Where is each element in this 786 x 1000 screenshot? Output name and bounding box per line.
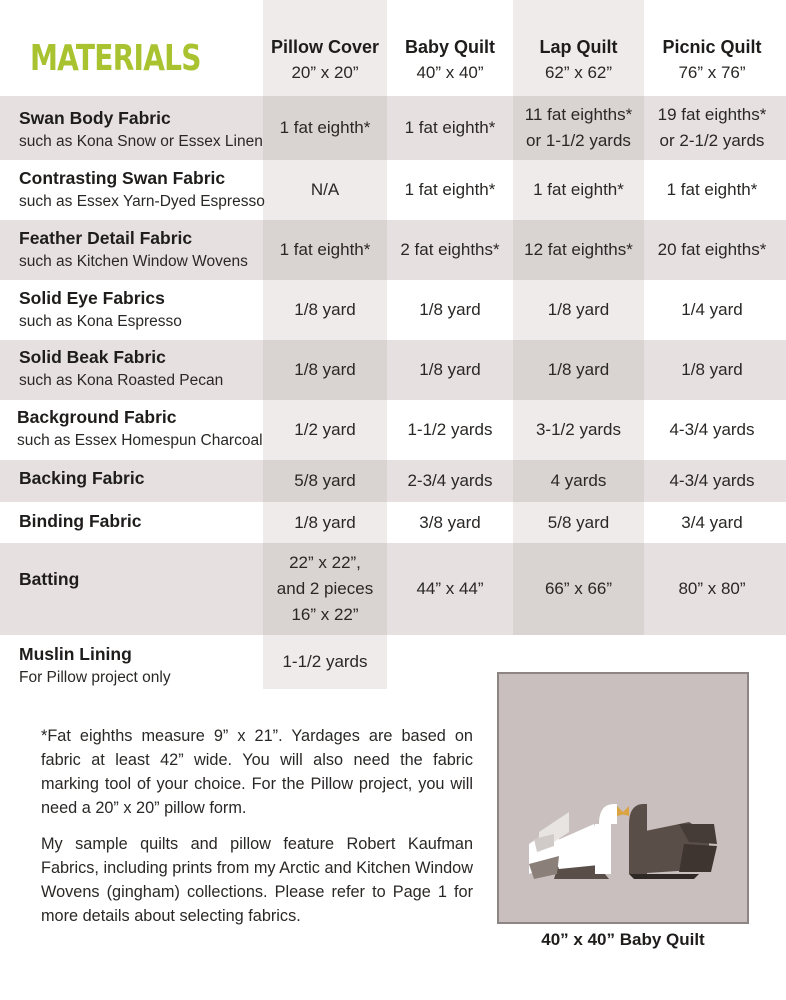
table-cell: 19 fat eighths* or 2-1/2 yards xyxy=(657,105,767,150)
row-name: Solid Eye Fabrics xyxy=(19,288,165,308)
table-cell: 1-1/2 yards xyxy=(282,652,368,671)
footnote-paragraph: My sample quilts and pillow feature Robert Kaufman Fabrics, including prints from my Arctic and Kitchen Window Wovens (gingham) collections. Please refer to Page 1 for more details about selecting fabrics. xyxy=(41,835,473,925)
row-sub: such as Kona Espresso xyxy=(19,313,182,330)
table-cell: 1/8 yard xyxy=(419,360,481,379)
row-sub: such as Kona Roasted Pecan xyxy=(19,372,224,389)
page-title: MATERIALS xyxy=(30,38,201,79)
table-cell: 4-3/4 yards xyxy=(669,420,755,439)
row-name: Batting xyxy=(19,569,80,589)
row-name: Backing Fabric xyxy=(19,468,145,488)
column-name: Baby Quilt xyxy=(404,37,495,57)
table-cell: 80” x 80” xyxy=(678,579,746,598)
row-sub: For Pillow project only xyxy=(19,669,171,686)
table-cell: 5/8 yard xyxy=(294,471,356,490)
row-label-solid-eye xyxy=(19,286,182,334)
row-label-binding xyxy=(19,509,142,533)
row-sub: such as Essex Homespun Charcoal xyxy=(17,432,263,449)
row-sub: such as Essex Yarn-Dyed Espresso xyxy=(19,193,265,210)
table-cell: 1/8 yard xyxy=(547,300,610,319)
row-label-swan-body xyxy=(19,106,263,154)
table-cell: 1/8 yard xyxy=(419,300,481,319)
table-cell: 1 fat eighth* xyxy=(666,180,758,199)
row-label-backing xyxy=(19,466,144,490)
table-cell: N/A xyxy=(310,180,340,199)
table-cell: 1/2 yard xyxy=(294,420,356,439)
table-cell: 2-3/4 yards xyxy=(407,471,493,490)
baby-quilt-illustration xyxy=(497,672,749,924)
column-size: 62” x 62” xyxy=(544,63,613,82)
row-label-solid-beak xyxy=(19,345,223,393)
table-cell: 1/8 yard xyxy=(294,300,356,319)
row-label-background xyxy=(17,405,263,453)
table-cell: 66” x 66” xyxy=(544,579,613,598)
table-cell: 1/8 yard xyxy=(294,512,356,532)
column-header-baby xyxy=(387,34,513,86)
table-cell: 3/4 yard xyxy=(681,512,743,532)
row-name: Muslin Lining xyxy=(19,644,132,664)
table-cell: 3-1/2 yards xyxy=(535,420,622,439)
table-cell: 1/8 yard xyxy=(681,360,743,379)
row-label-batting xyxy=(19,567,79,591)
table-cell: 5/8 yard xyxy=(547,512,610,532)
row-name: Contrasting Swan Fabric xyxy=(19,168,226,188)
column-header-lap xyxy=(513,34,644,86)
table-cell: 1 fat eighth* xyxy=(404,118,496,137)
footnote-paragraph: *Fat eighths measure 9” x 21”. Yardages are based on fabric at least 42” wide. You will also need the fabric marking tool of your choice. For the Pillow project, you will need a 20” x 20” pillow form. xyxy=(41,727,473,817)
swans-icon xyxy=(499,674,747,922)
table-cell: 1 fat eighth* xyxy=(279,240,371,259)
column-header-picnic xyxy=(644,34,780,86)
table-cell: 1 fat eighth* xyxy=(404,180,496,199)
table-cell: 4 yards xyxy=(550,471,607,490)
column-size: 76” x 76” xyxy=(678,63,746,82)
table-cell: 1/8 yard xyxy=(294,360,356,379)
table-cell: 1/4 yard xyxy=(681,300,743,319)
table-cell: 1-1/2 yards xyxy=(407,420,493,439)
column-name: Pillow Cover xyxy=(270,37,380,57)
row-label-feather-detail xyxy=(19,226,248,274)
row-name: Background Fabric xyxy=(17,407,177,427)
table-cell: 12 fat eighths* xyxy=(524,240,633,259)
row-sub: such as Kona Snow or Essex Linen xyxy=(19,133,263,150)
column-header-pillow xyxy=(263,34,387,86)
row-name: Binding Fabric xyxy=(19,511,142,531)
table-cell: 22” x 22”, and 2 pieces 16” x 22” xyxy=(276,553,374,624)
row-name: Swan Body Fabric xyxy=(19,108,171,128)
footnotes xyxy=(41,724,473,940)
row-name: Feather Detail Fabric xyxy=(19,228,193,248)
row-sub: such as Kitchen Window Wovens xyxy=(19,253,248,270)
column-size: 40” x 40” xyxy=(416,63,484,82)
column-name: Picnic Quilt xyxy=(662,37,762,57)
table-cell: 20 fat eighths* xyxy=(657,240,767,259)
table-cell: 1 fat eighth* xyxy=(533,180,624,199)
table-cell: 44” x 44” xyxy=(416,579,484,598)
row-name: Solid Beak Fabric xyxy=(19,347,166,367)
table-cell: 11 fat eighths* or 1-1/2 yards xyxy=(524,105,633,150)
column-size: 20” x 20” xyxy=(291,63,359,82)
row-label-contrasting-swan xyxy=(19,166,265,214)
quilt-caption: 40” x 40” Baby Quilt xyxy=(541,930,705,949)
table-cell: 1/8 yard xyxy=(547,360,610,379)
row-label-muslin xyxy=(19,642,171,690)
table-cell: 3/8 yard xyxy=(419,512,481,532)
table-cell: 2 fat eighths* xyxy=(400,240,500,259)
table-cell: 1 fat eighth* xyxy=(279,118,371,137)
column-name: Lap Quilt xyxy=(539,37,618,57)
table-cell: 4-3/4 yards xyxy=(669,471,755,490)
